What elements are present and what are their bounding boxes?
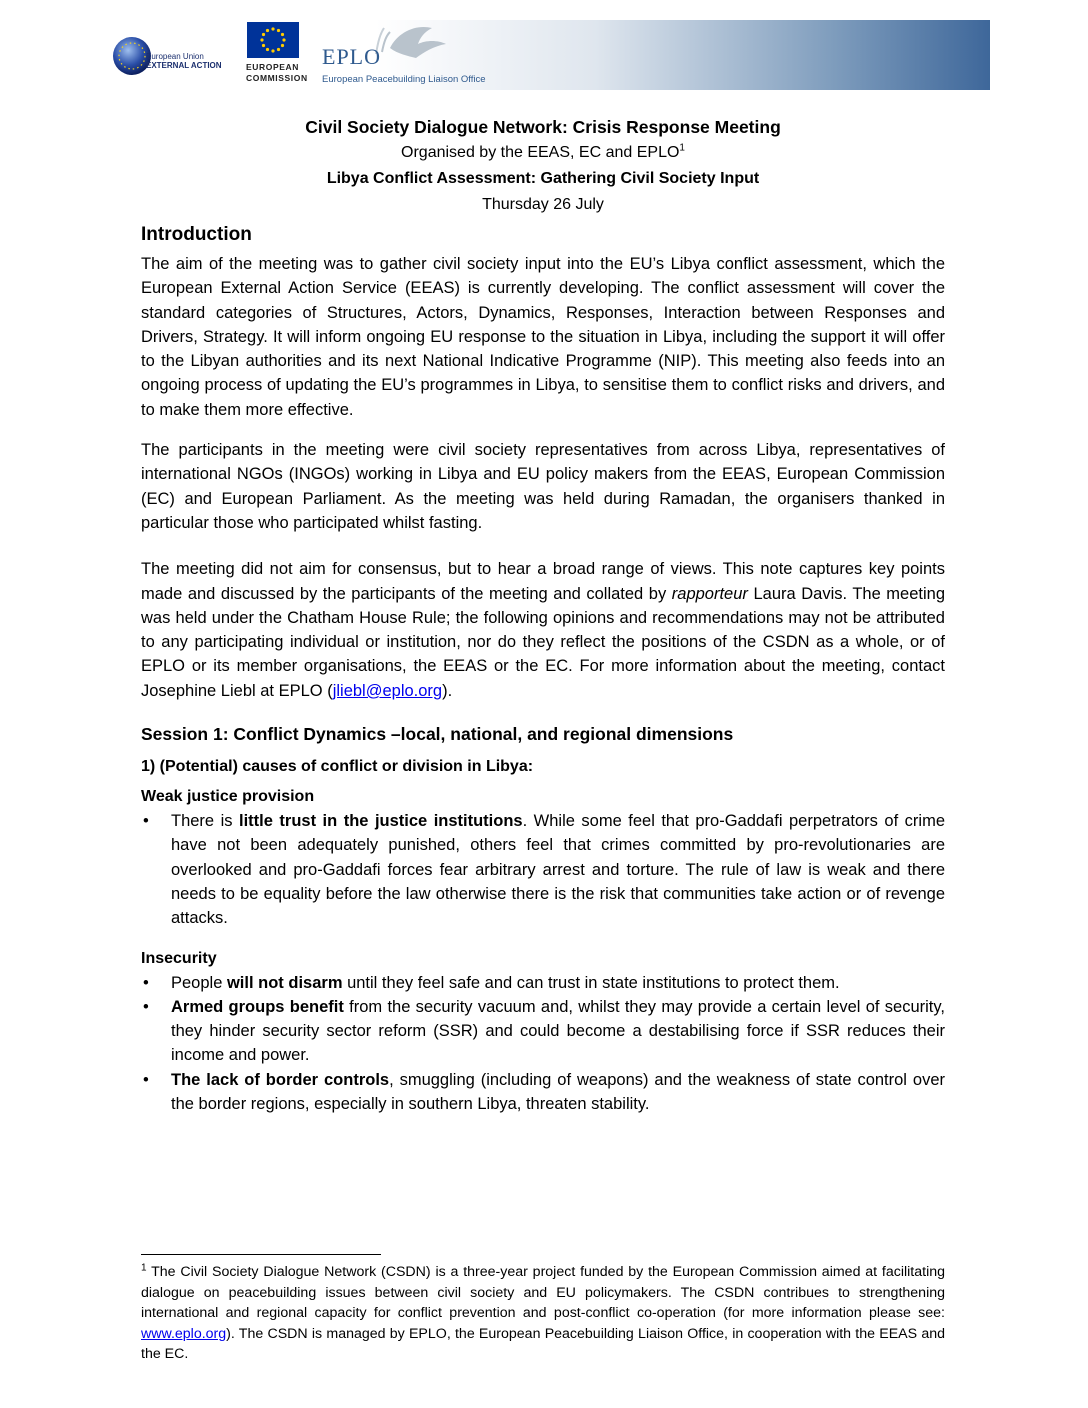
causes-subheading: 1) (Potential) causes of conflict or division in Libya: <box>141 758 534 776</box>
justice-bullet-list <box>141 809 945 930</box>
intro-paragraph-3: The meeting did not aim for consensus, but to hear a broad range of views. This note captures key points made and discussed by the participants of the meeting and collated by rapporteur Laura Davis. The meeting was held under the Chatham House Rule; the following opinions and recommendations may not be attributed to any participating individual or institution, nor do they reflect the positions of the CSDN as a whole, or of EPLO or its member organisations, the EEAS or the EC. For more information about the meeting, contact Josephine Liebl at EPLO (jliebl@eplo.org). <box>141 560 946 700</box>
eu-external-action-wordmark: European Union EXTERNAL ACTION <box>146 52 222 70</box>
introduction-heading: Introduction <box>141 224 252 245</box>
eplo-wordmark: EPLO <box>322 44 381 69</box>
document-body <box>141 114 945 1116</box>
session-1-heading: Session 1: Conflict Dynamics –local, national, and regional dimensions <box>141 724 734 745</box>
contact-email-link[interactable]: jliebl@eplo.org <box>332 681 443 700</box>
weak-justice-heading: Weak justice provision <box>141 788 315 806</box>
footnote: $^1$ The Civil Society Dialogue Network (CSDN) is a three-year project funded by the European Commission aimed at facilitating dialogue on peacebuilding issues between civil society and EU policymakers. The CSDN contribues to strengthening international and regional capacity for conflict prevention and post-conflict co-operation (for more information please see: www.eplo.org). The CSDN is managed by EPLO, the European Peacebuilding Liaison Office, in cooperation with the EEAS and the EC. <box>141 1262 945 1362</box>
footnote-separator <box>141 1254 381 1255</box>
list-item: • People will not disarm until they feel safe and can trust in state institutions to protect them. <box>143 973 840 992</box>
document-title: Civil Society Dialogue Network: Crisis Response Meeting <box>305 117 781 137</box>
eplo-website-link[interactable]: www.eplo.org <box>141 1325 227 1342</box>
european-commission-wordmark: EUROPEAN COMMISSION <box>246 62 308 83</box>
eplo-full-name: European Peacebuilding Liaison Office <box>322 74 486 85</box>
list-item: • There is little trust in the justice institutions. While some feel that pro-Gaddafi perpetrators of crime have not been adequately punished, others feel that crimes committed by pro-revolutionaries are overlooked and pro-Gaddafi forces fear arbitrary arrest and torture. The rule of law is weak and there needs to be equality before the law otherwise there is the risk that communities take action or of revenge attacks. <box>143 812 945 928</box>
insecurity-heading: Insecurity <box>141 949 217 967</box>
footnote-number: 1 <box>141 1262 147 1274</box>
intro-paragraph-2: The participants in the meeting were civil society representatives from across Libya, representatives of international NGOs (INGOs) working in Libya and EU policy makers from the EEAS, European Commission (EC) and European Parliament. As the meeting was held during Ramadan, the organisers thanked in particular those who participated whilst fasting. <box>141 441 945 532</box>
insecurity-bullet-list <box>141 971 945 1117</box>
document-subtitle: Libya Conflict Assessment: Gathering Civil Society Input <box>326 170 760 187</box>
eu-flag-icon <box>247 22 299 58</box>
intro-paragraph-1: The aim of the meeting was to gather civil society input into the EU’s Libya conflict assessment, which the European External Action Service (EEAS) is currently developing. The conflict assessment will cover the standard categories of Structures, Actors, Dynamics, Responses, Interaction between Responses and Drivers, Strategy. It will inform ongoing EU response to the situation in Libya, including the support it will offer to the Libyan authorities and its next National Indicative Programme (NIP). This meeting also feeds into an ongoing process of updating the EU’s programmes in Libya, to sensitise them to conflict risks and drivers, and to make them more effective. <box>141 255 945 419</box>
organised-by-line: Organised by the EEAS, EC and EPLO$^1$ <box>401 142 685 161</box>
list-item: • Armed groups benefit from the security vacuum and, whilst they may provide a certain level of security, they hinder security sector reform (SSR) and could become a destabilising force if SSR reduces their income and power. <box>143 997 945 1065</box>
meeting-date: Thursday 26 July <box>482 196 604 213</box>
header-gradient-band <box>112 20 990 90</box>
list-item: • The lack of border controls, smuggling (including of weapons) and the weakness of state control over the border regions, especially in southern Libya, threaten stability. <box>143 1070 945 1114</box>
footnote-ref: 1 <box>679 142 685 154</box>
